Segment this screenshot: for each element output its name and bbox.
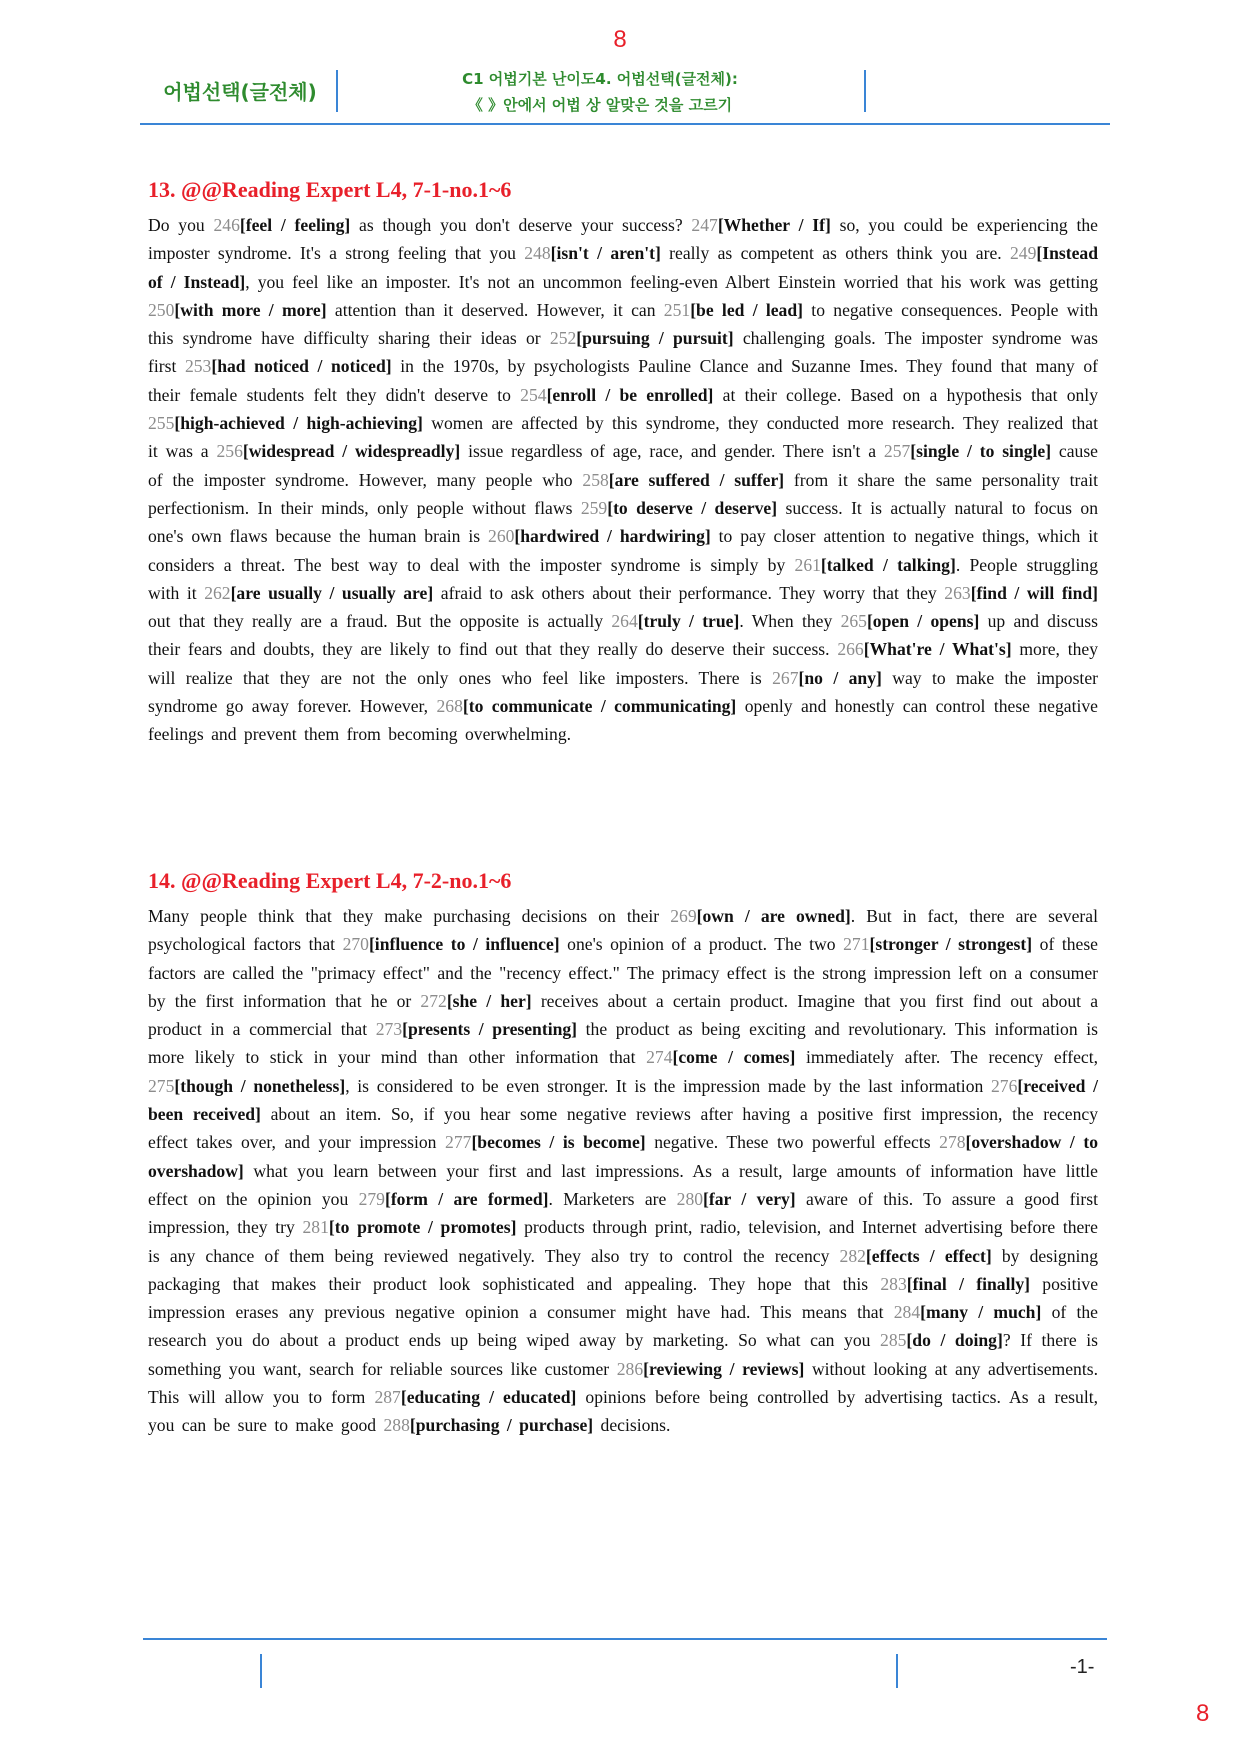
question-number: 272: [420, 990, 447, 1011]
answer-choice: [feel / feeling]: [239, 215, 351, 235]
answer-choice: [are suffered / suffer]: [608, 469, 785, 490]
question-number: 255: [148, 413, 175, 434]
question-number: 271: [843, 934, 870, 955]
question-number: 264: [611, 611, 638, 632]
question-number: 278: [939, 1132, 966, 1153]
passage-text: issue regardless of age, race, and gender. There isn't a: [460, 441, 884, 462]
answer-choice: [to communicate / communicating]: [462, 696, 737, 717]
header-divider-right: [864, 70, 866, 112]
question-number: 270: [342, 934, 369, 955]
answer-choice: [truly / true]: [637, 611, 740, 632]
passage-text: of the research you do about a product ends up being wiped away by marketing. So what can you: [148, 1302, 1098, 1351]
passage-text: Do you: [148, 215, 214, 235]
passage-text: without looking at any advertisements. This will allow you to form: [148, 1358, 1098, 1408]
question-number: 267: [772, 667, 799, 688]
question-number: 265: [840, 611, 867, 632]
question-number: 277: [445, 1132, 472, 1153]
header-center-title: [340, 66, 860, 118]
passage-text: ? If there is something you want, search for reliable sources like customer: [148, 1330, 1098, 1379]
header-center-line2: 《 》안에서 어법 상 알맞은 것을 고르기: [467, 96, 733, 114]
question-number: 258: [582, 469, 609, 490]
question-number: 280: [676, 1188, 704, 1209]
answer-choice: [do / doing]: [906, 1330, 1003, 1351]
answer-choice: [come / comes]: [672, 1047, 796, 1068]
answer-choice: [high-achieved / high-achieving]: [174, 413, 423, 434]
answer-choice: [open / opens]: [866, 611, 980, 632]
passage-text: women are affected by this syndrome, they conducted more research. They realized that it was a: [148, 413, 1099, 462]
passage-text: up and discuss their fears and doubts, they are likely to find out that they really do deserve their success.: [148, 611, 1099, 660]
passage-text: in the 1970s, by psychologists Pauline Clance and Suzanne Imes. They found that many of their female students felt they didn't deserve to: [148, 356, 1098, 405]
footer-divider-right: [896, 1654, 898, 1688]
question-number: 268: [436, 696, 463, 717]
question-number: 274: [646, 1047, 673, 1068]
passage-text: success. It is actually natural to focus on one's own flaws because the human brain is: [148, 497, 1098, 547]
answer-choice: [What're / What's]: [863, 639, 1012, 660]
passage-text: receives about a certain product. Imagine that you first find out about a product in a commercial that: [148, 990, 1099, 1040]
footer-divider-left: [260, 1654, 262, 1688]
question-number: 257: [883, 441, 911, 462]
passage-text: openly and honestly can control these negative feelings and prevent them from becoming overwhelming.: [148, 696, 1098, 745]
answer-choice: [effects / effect]: [865, 1245, 992, 1266]
answer-choice: [received / been received]: [148, 1075, 1099, 1125]
passage-text: to negative consequences. People with this syndrome have difficulty sharing their ideas or: [148, 299, 1099, 349]
passage-text: , you feel like an imposter. It's not an uncommon feeling-even Albert Einstein worried that his work was getting: [245, 271, 1098, 292]
section-14: [148, 866, 1098, 1440]
answer-choice: [reviewing / reviews]: [643, 1358, 805, 1379]
footer-page-label: -1-: [1070, 1656, 1095, 1678]
passage-text: opinions before being controlled by advertising tactics. As a result, you can be sure to make good: [148, 1387, 1098, 1436]
question-number: 260: [488, 526, 515, 547]
passage-text: cause of the imposter syndrome. However, many people who: [148, 441, 1098, 490]
passage-text: really as competent as others think you are.: [660, 243, 1010, 264]
question-number: 285: [880, 1330, 907, 1351]
question-number: 247: [691, 215, 718, 235]
passage-text: the product as being exciting and revolutionary. This information is more likely to stick in your mind than other information that: [148, 1019, 1098, 1068]
answer-choice: [own / are owned]: [696, 906, 851, 926]
question-number: 262: [204, 582, 231, 603]
question-number: 253: [184, 356, 212, 377]
question-number: 259: [580, 497, 608, 518]
question-number: 256: [216, 441, 243, 462]
passage-text: at their college. Based on a hypothesis that only: [713, 384, 1098, 405]
section-13: [148, 175, 1098, 749]
question-number: 287: [374, 1387, 401, 1408]
answer-choice: [many / much]: [920, 1302, 1042, 1323]
passage-text: way to make the imposter syndrome go away forever. However,: [148, 667, 1098, 717]
question-number: 266: [837, 639, 864, 660]
question-number: 261: [794, 554, 821, 575]
question-number: 248: [524, 243, 551, 264]
answer-choice: [widespread / widespreadly]: [242, 441, 461, 462]
passage-text: to pay closer attention to negative things, which it considers a threat. The best way to deal with the imposter syndrome is simply by: [148, 526, 1098, 575]
passage-text: challenging goals. The imposter syndrome was first: [148, 328, 1099, 377]
answer-choice: [influence to / influence]: [368, 934, 560, 955]
answer-choice: [overshadow / to overshadow]: [148, 1132, 1098, 1181]
answer-choice: [talked / talking]: [820, 554, 956, 575]
answer-choice: [single / to single]: [910, 441, 1052, 462]
passage-text: more, they will realize that they are not the only ones who feel like imposters. There is: [148, 639, 1098, 688]
answer-choice: [pursuing / pursuit]: [576, 328, 734, 349]
answer-choice: [becomes / is become]: [471, 1132, 646, 1153]
question-number: 252: [549, 328, 577, 349]
answer-choice: [Whether / If]: [717, 215, 831, 235]
question-number: 276: [990, 1075, 1018, 1096]
answer-choice: [stronger / strongest]: [869, 934, 1033, 955]
passage-text: so, you could be experiencing the imposter syndrome. It's a strong feeling that you: [148, 215, 1098, 264]
passage-text: aware of this. To assure a good first impression, they try: [148, 1188, 1099, 1238]
passage-text: afraid to ask others about their performance. They worry that they: [433, 582, 945, 603]
question-number: 286: [616, 1358, 644, 1379]
answer-choice: [presents / presenting]: [402, 1019, 578, 1040]
passage-text: , is considered to be even stronger. It is the impression made by the last information: [345, 1075, 991, 1096]
answer-choice: [Instead of / Instead]: [148, 243, 1098, 292]
question-number: 263: [944, 582, 971, 603]
passage-text: . When they: [739, 611, 841, 632]
section-title: 13. @@Reading Expert L4, 7-1-no.1~6: [148, 177, 512, 202]
question-number: 250: [148, 299, 175, 320]
question-number: 288: [383, 1415, 410, 1436]
passage-text: by designing packaging that makes their product look sophisticated and appealing. They hope that this: [148, 1245, 1098, 1294]
passage-text: negative. These two powerful effects: [645, 1132, 940, 1153]
question-number: 269: [670, 906, 697, 926]
corner-page-number: 8: [1196, 1700, 1210, 1727]
question-number: 273: [375, 1019, 403, 1040]
answer-choice: [purchasing / purchase]: [409, 1415, 594, 1436]
passage-text: . But in fact, there are several psychological factors that: [148, 906, 1098, 955]
question-number: 246: [213, 215, 240, 235]
answer-choice: [isn't / aren't]: [550, 243, 661, 264]
question-number: 281: [302, 1217, 329, 1238]
answer-choice: [with more / more]: [174, 299, 327, 320]
passage-text: products through print, radio, television, and Internet advertising before there is any chance of them being reviewed negatively. They also try to control the recency: [148, 1217, 1098, 1266]
page-number-top: 8: [613, 26, 627, 53]
answer-choice: [final / finally]: [906, 1273, 1031, 1294]
answer-choice: [far / very]: [703, 1188, 796, 1209]
passage-text: decisions.: [593, 1415, 671, 1436]
question-number: 284: [893, 1302, 921, 1323]
question-number: 279: [358, 1188, 385, 1209]
passage-text: attention than it deserved. However, it can: [326, 299, 664, 320]
question-number: 254: [520, 384, 547, 405]
question-number: 282: [839, 1245, 866, 1266]
answer-choice: [are usually / usually are]: [230, 582, 434, 603]
passage-text: positive impression erases any previous negative opinion a consumer might have had. This means that: [148, 1273, 1098, 1323]
question-number: 249: [1010, 243, 1037, 264]
answer-choice: [though / nonetheless]: [174, 1075, 346, 1096]
answer-choice: [be led / lead]: [690, 299, 804, 320]
passage-text: out that they really are a fraud. But the opposite is actually: [148, 611, 612, 632]
footer-rule: [143, 1638, 1107, 1640]
passage-text: of these factors are called the "primacy effect" and the "recency effect." The primacy effect is the strong impression left on a consumer by the first information that he or: [148, 934, 1098, 1011]
question-number: 251: [663, 299, 691, 320]
header-center-line1: C1 어법기본 난이도4. 어법선택(글전체):: [462, 70, 738, 88]
answer-choice: [hardwired / hardwiring]: [514, 526, 711, 547]
question-number: 275: [148, 1075, 175, 1096]
header-divider-left: [336, 70, 338, 112]
answer-choice: [no / any]: [798, 667, 882, 688]
passage-text: as though you don't deserve your success?: [350, 215, 692, 235]
passage-text: . Marketers are: [548, 1188, 677, 1209]
passage-text: . People struggling with it: [148, 554, 1099, 603]
answer-choice: [to deserve / deserve]: [607, 497, 778, 518]
header-left-title: 어법선택(글전체): [163, 80, 317, 104]
question-number: 283: [880, 1273, 907, 1294]
answer-choice: [she / her]: [446, 990, 532, 1011]
answer-choice: [to promote / promotes]: [328, 1217, 517, 1238]
section-body: [148, 211, 1098, 749]
section-title: 14. @@Reading Expert L4, 7-2-no.1~6: [148, 868, 512, 893]
passage-text: one's opinion of a product. The two: [559, 934, 844, 955]
passage-text: Many people think that they make purchasing decisions on their: [148, 906, 671, 926]
passage-text: from it share the same personality trait perfectionism. In their minds, only people without flaws: [148, 469, 1098, 518]
answer-choice: [find / will find]: [970, 582, 1098, 603]
passage-text: about an item. So, if you hear some negative reviews after having a positive first impression, the recency effect takes over, and your impression: [148, 1104, 1098, 1153]
passage-text: immediately after. The recency effect,: [795, 1047, 1098, 1068]
answer-choice: [form / are formed]: [384, 1188, 549, 1209]
section-body: [148, 902, 1098, 1440]
header-rule: [140, 123, 1110, 125]
answer-choice: [enroll / be enrolled]: [546, 384, 714, 405]
answer-choice: [educating / educated]: [400, 1387, 577, 1408]
answer-choice: [had noticed / noticed]: [211, 356, 392, 377]
passage-text: what you learn between your first and last impressions. As a result, large amounts of information have little effect on the opinion you: [148, 1160, 1098, 1209]
